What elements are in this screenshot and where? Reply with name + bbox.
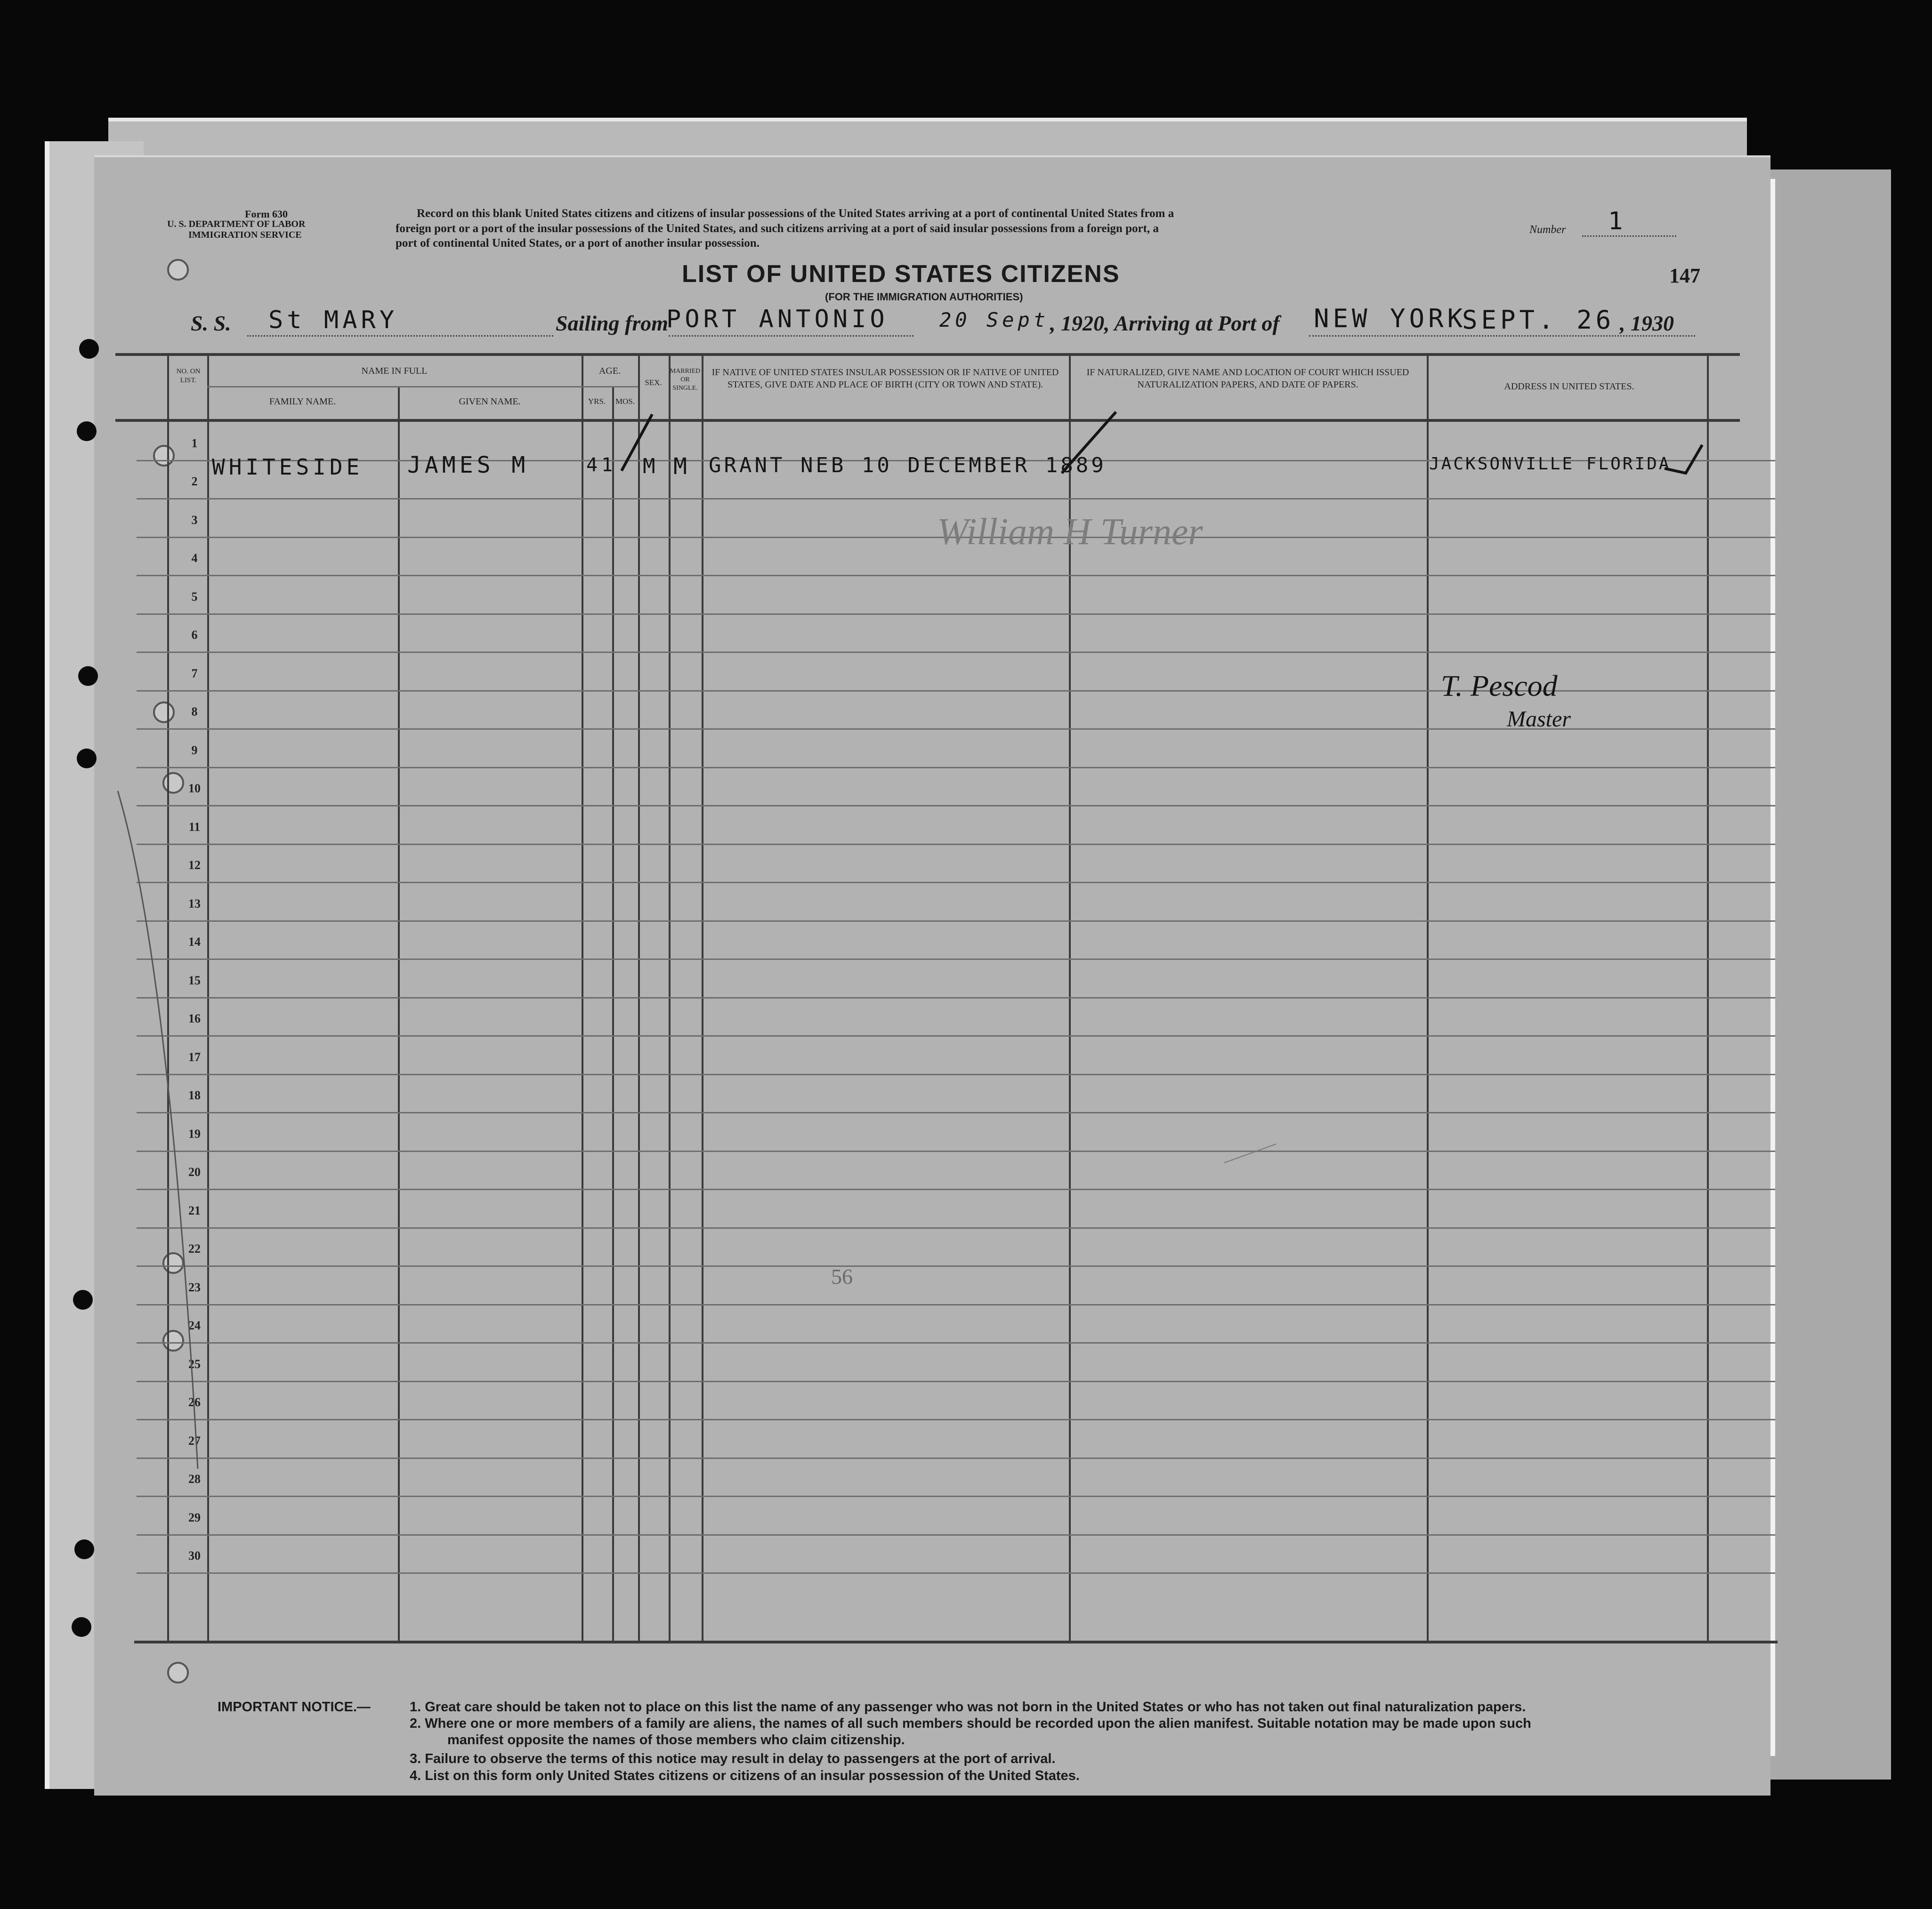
row-number: 16: [188, 1012, 201, 1025]
row-number: 24: [188, 1319, 201, 1332]
header-birth-info: IF NATIVE OF UNITED STATES INSULAR POSSESSION OR IF NATIVE OF UNITED STATES, GIVE DATE AND PLACE OF BIRTH (CITY OR TOWN AND STATE).: [711, 367, 1059, 390]
header-family-name: FAMILY NAME.: [269, 396, 336, 407]
notice-item-1: 1. Great care should be taken not to place on this list the name of any passenger who was not born in the United States or who has not taken out final naturalization papers.: [410, 1700, 1526, 1715]
header-age: AGE.: [598, 366, 621, 376]
ship-name: St MARY: [268, 306, 398, 334]
row-number: 28: [188, 1472, 201, 1486]
row-number: 20: [188, 1165, 201, 1179]
entry-sex: M: [643, 454, 659, 478]
header-mos: MOS.: [615, 397, 635, 406]
row-number: 11: [188, 820, 201, 834]
row-number: 14: [188, 935, 201, 949]
check-mark: [1062, 412, 1116, 473]
page-subtitle: (FOR THE IMMIGRATION AUTHORITIES): [825, 291, 1023, 303]
service-name: IMMIGRATION SERVICE: [188, 230, 302, 240]
row-number: 18: [188, 1088, 201, 1102]
instruction-line-3: port of continental United States, or a port of another insular possession.: [396, 237, 760, 250]
header-given-name: GIVEN NAME.: [459, 396, 521, 407]
notice-heading: IMPORTANT NOTICE.—: [218, 1700, 371, 1715]
entry-married: M: [673, 453, 691, 480]
arrival-year: , 1930: [1620, 311, 1674, 335]
row-number: 6: [191, 628, 198, 642]
master-title: Master: [1507, 707, 1571, 732]
row-number: 5: [191, 590, 198, 604]
row-number: 30: [188, 1549, 201, 1563]
number-label: Number: [1529, 224, 1566, 236]
header-married-single: MARRIED OR SINGLE.: [670, 368, 701, 392]
row-number: 2: [191, 475, 198, 488]
entry-age: 41: [586, 454, 617, 476]
notice-item-2-cont: manifest opposite the names of those members who claim citizenship.: [447, 1732, 905, 1748]
entry-birth: GRANT NEB 10 DECEMBER 1889: [709, 453, 1107, 477]
row-number: 10: [188, 781, 201, 795]
entry-given-name: JAMES M: [407, 452, 529, 478]
department-name: U. S. DEPARTMENT OF LABOR: [167, 219, 306, 229]
row-number: 25: [188, 1357, 201, 1371]
check-mark: [622, 414, 652, 471]
page-number: 147: [1669, 264, 1700, 287]
row-number: 13: [188, 897, 201, 910]
entry-family-name: WHITESIDE: [212, 454, 364, 480]
row-number: 15: [188, 974, 201, 987]
arriving-label: , 1920, Arriving at Port of: [1050, 311, 1280, 335]
row-number: 17: [188, 1050, 201, 1064]
entry-address: JACKSONVILLE FLORIDA: [1429, 454, 1671, 474]
notice-item-3: 3. Failure to observe the terms of this notice may result in delay to passengers at the port of arrival.: [410, 1751, 1056, 1766]
row-number: 21: [188, 1204, 201, 1217]
arriving-port: NEW YORK: [1314, 304, 1467, 333]
notice-item-2: 2. Where one or more members of a family are aliens, the names of all such members should be recorded upon the alien manifest. Suitable notation may be made upon such: [410, 1716, 1531, 1731]
instruction-line-2: foreign port or a port of the insular possessions of the United States, and such citizens arriving at a port of said insular possessions from a foreign port, a: [396, 222, 1159, 235]
signature-overlay: William H Turner: [937, 511, 1203, 553]
check-mark: [1665, 445, 1702, 473]
row-number: 19: [188, 1127, 201, 1141]
form-number: Form 630: [245, 208, 288, 220]
stamp-number: 56: [831, 1265, 853, 1289]
header-no-on-list: NO. ON LIST.: [176, 368, 201, 384]
row-number: 8: [191, 705, 198, 718]
row-number: 22: [188, 1242, 201, 1256]
row-number: 4: [191, 551, 198, 565]
ss-label: S. S.: [191, 311, 231, 335]
page-title: LIST OF UNITED STATES CITIZENS: [682, 260, 1120, 288]
header-sex: SEX.: [645, 378, 662, 387]
arrival-date: SEPT. 26: [1462, 305, 1615, 335]
page-fold-line: [118, 791, 198, 1469]
header-naturalization: IF NATURALIZED, GIVE NAME AND LOCATION OF COURT WHICH ISSUED NATURALIZATION PAPERS, AND DATE OF PAPERS.: [1086, 367, 1409, 390]
row-number: 29: [188, 1511, 201, 1524]
row-number: 23: [188, 1281, 201, 1294]
row-number: 7: [191, 667, 198, 680]
sailing-from: PORT ANTONIO: [666, 305, 889, 333]
sail-date: 20 Sept: [939, 308, 1050, 331]
notice-item-4: 4. List on this form only United States citizens or citizens of an insular possession of the United States.: [410, 1768, 1080, 1783]
row-number: 26: [188, 1395, 201, 1409]
row-number: 1: [191, 436, 198, 450]
header-yrs: YRS.: [588, 397, 606, 406]
row-number: 3: [191, 513, 198, 527]
number-value: 1: [1608, 207, 1627, 235]
row-number: 9: [191, 743, 198, 757]
master-signature: T. Pescod: [1441, 669, 1558, 702]
header-address: ADDRESS IN UNITED STATES.: [1504, 381, 1634, 392]
sailing-label: Sailing from: [556, 311, 669, 335]
instruction-line-1: Record on this blank United States citizens and citizens of insular possessions of the United States arriving at a port of continental United States from a: [417, 207, 1174, 220]
pencil-stray-mark: [1224, 1144, 1276, 1163]
header-name-in-full: NAME IN FULL: [361, 366, 428, 376]
row-number: 12: [188, 858, 201, 872]
row-number: 27: [188, 1434, 201, 1448]
